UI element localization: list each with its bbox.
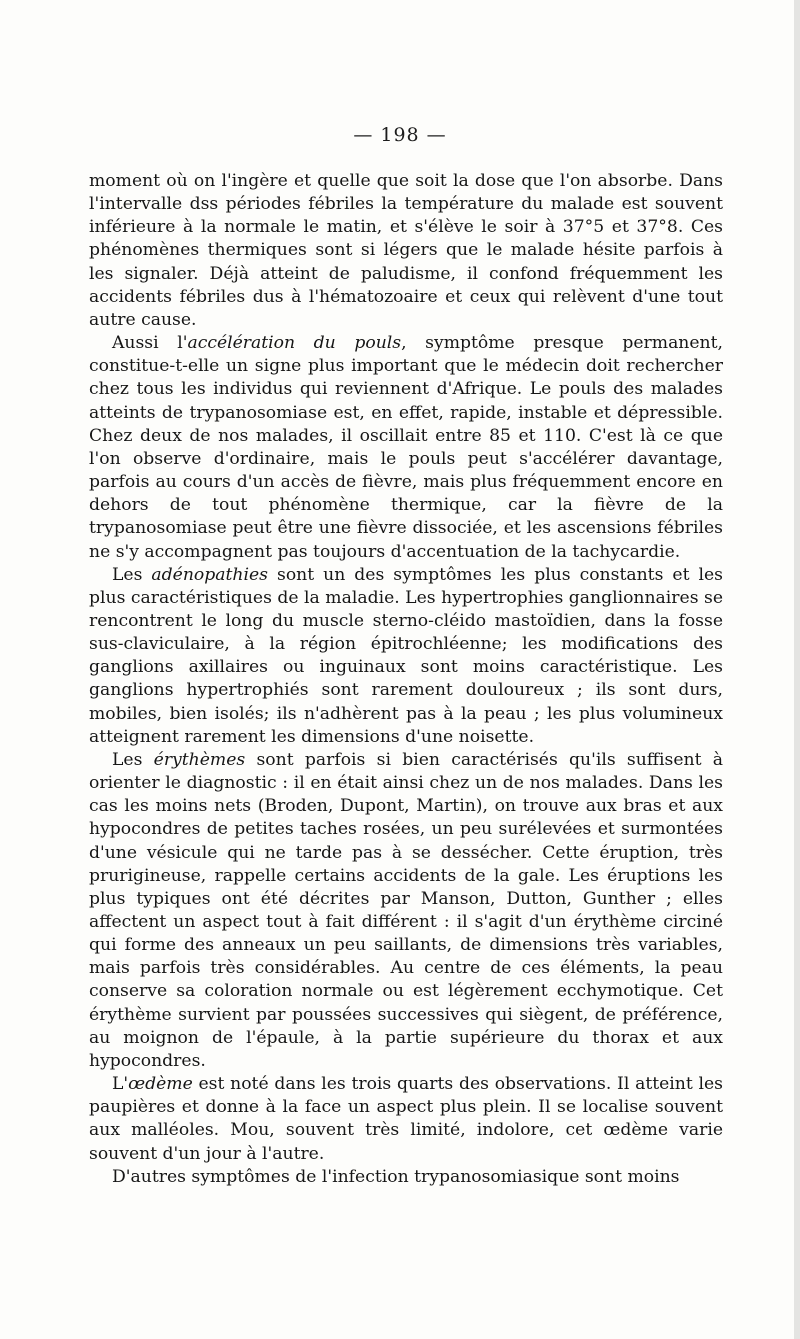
page-number: — 198 — — [353, 124, 447, 146]
paragraph-other-symptoms — [89, 1166, 723, 1189]
paragraph-text: sont un des symptômes les plus constants et les plus caractéristiques de la maladie. Les hypertrophies ganglionnaires se rencontrent le long du muscle sterno-cléido mastoïdien, dans la fosse sus-claviculaire, à la région épitrochléenne; les modifications des ganglions axillaires ou inguinaux sont moins caractéristique. Les ganglions hypertrophiés sont rarement douloureux ; ils sont durs, mobiles, bien isolés; ils n'adhèrent pas à la peau ; les plus volumineux atteignent rarement les dimensions d'une noisette. — [89, 564, 723, 747]
body-text — [89, 170, 723, 1189]
paragraph-text: sont parfois si bien caractérisés qu'ils suffisent à orienter le diagnostic : il en était ainsi chez un de nos malades. Dans les cas les moins nets (Broden, Dupont, Martin), on trouve aux bras et aux hypocondres de petites taches rosées, un peu surélevées et surmontées d'une vésicule qui ne tarde pas à se dessécher. Cette éruption, très prurigineuse, rappelle certains accidents de la gale. Les éruptions les plus typiques ont été décrites par Manson, Dutton, Gunther ; elles affectent un aspect tout à fait différent : il s'agit d'un érythème circiné qui forme des anneaux un peu saillants, de dimensions très variables, mais parfois très considérables. Au centre de ces éléments, la peau conserve sa coloration normale ou est légèrement ecchymotique. Cet érythème survient par poussées successives qui siègent, de préférence, au moignon de l'épaule, à la partie supérieure du thorax et aux hypocondres. — [89, 749, 723, 1071]
paragraph-text: D'autres symptômes de l'infection trypanosomiasique sont moins — [112, 1166, 680, 1187]
paragraph-fever-continuation — [89, 170, 723, 332]
paragraph-adenopathies — [89, 564, 723, 749]
paragraph-oedeme — [89, 1073, 723, 1166]
paragraph-text: moment où on l'ingère et quelle que soit la dose que l'on absorbe. Dans l'intervalle dss périodes fébriles la température du malade est souvent inférieure à la normale le matin, et s'élève le soir à 37°5 et 37°8. Ces phénomènes thermiques sont si légers que le malade hésite parfois à les signaler. Déjà atteint de paludisme, il confond fréquemment les accidents fébriles dus à l'hématozoaire et ceux qui relèvent d'une tout autre cause. — [89, 171, 723, 330]
italic-term-pulse: accélération du pouls — [187, 333, 402, 354]
paragraph-erythemes — [89, 749, 723, 1073]
paragraph-pulse — [89, 332, 723, 564]
page-edge-shadow — [794, 0, 800, 1339]
paragraph-text: , symptôme presque permanent, constitue-t-elle un signe plus important que le médecin doit rechercher chez tous les individus qui reviennent d'Afrique. Le pouls des malades atteints de trypanosomiase est, en effet, rapide, instable et dépressible. Chez deux de nos malades, il oscillait entre 85 et 110. C'est là ce que l'on observe d'ordinaire, mais le pouls peut s'accélérer davantage, parfois au cours d'un accès de fièvre, mais plus fréquemment encore en dehors de tout phénomène thermique, car la fièvre de la trypanosomiase peut être une fièvre dissociée, et les ascensions fébriles ne s'y accompagnent pas toujours d'accentuation de la tachycardie. — [89, 333, 723, 562]
paragraph-text: L' — [112, 1074, 129, 1095]
paragraph-text: Les — [112, 749, 154, 770]
italic-term-erythemes: érythèmes — [153, 749, 246, 770]
paragraph-text: Aussi l' — [112, 333, 188, 354]
italic-term-oedeme: œdème — [128, 1074, 193, 1095]
italic-term-adenopathies: adénopathies — [151, 564, 268, 585]
paragraph-text: est noté dans les trois quarts des observations. Il atteint les paupières et donne à la face un aspect plus plein. Il se localise souvent aux malléoles. Mou, souvent très limité, indolore, cet œdème varie souvent d'un jour à l'autre. — [89, 1074, 723, 1164]
paragraph-text: Les — [112, 564, 152, 585]
